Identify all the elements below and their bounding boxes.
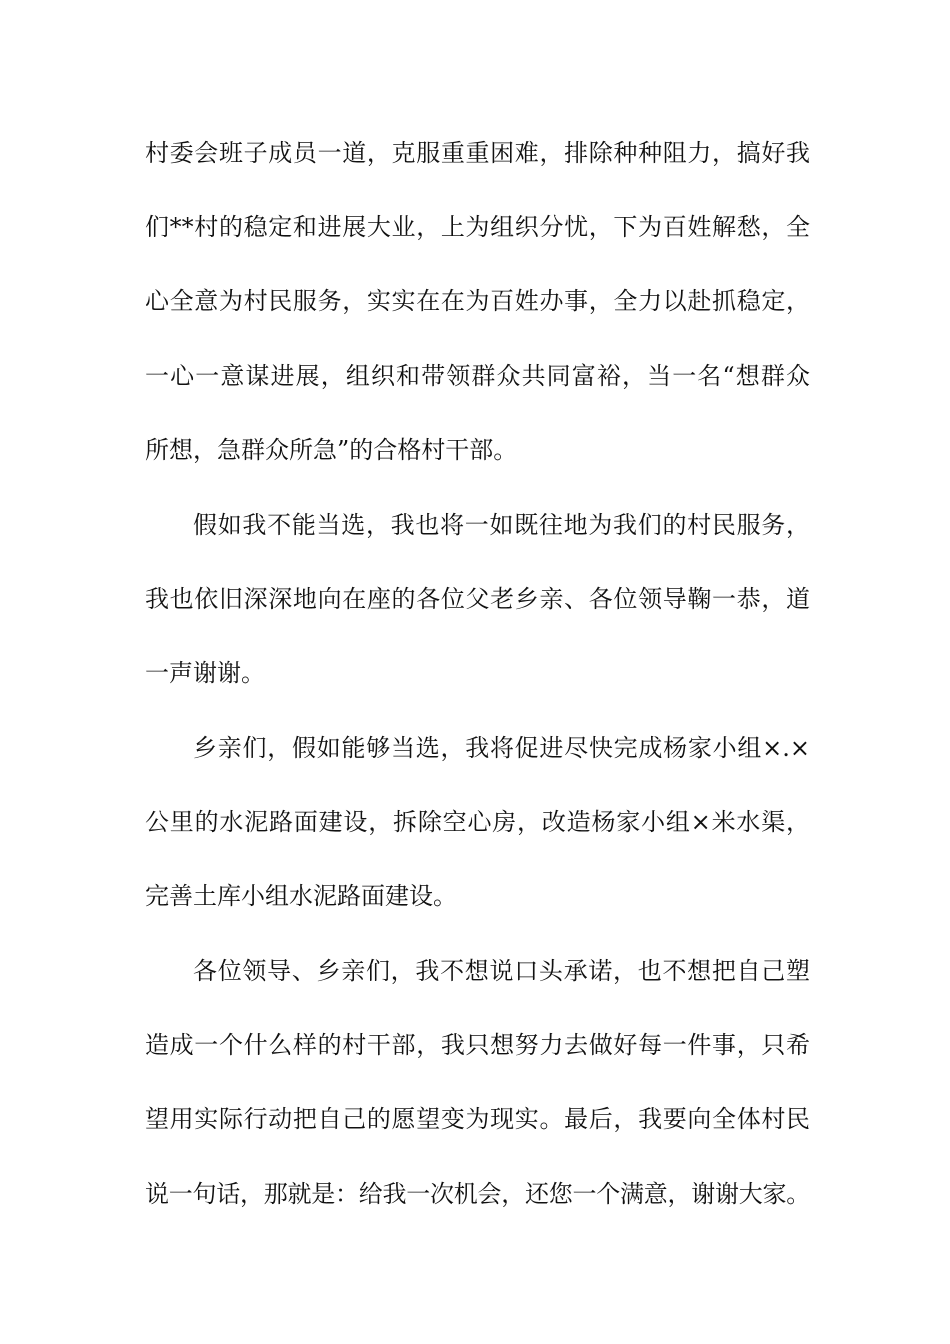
paragraph-1-line-3: 心全意为村民服务，实实在在为百姓办事，全力以赴抓稳定， xyxy=(145,287,810,315)
paragraph-1-line-5: 所想，急群众所急”的合格村干部。 xyxy=(145,436,518,464)
paragraph-3-line-3: 完善土库小组水泥路面建设。 xyxy=(145,882,457,910)
paragraph-4-line-1: 各位领导、乡亲们，我不想说口头承诺，也不想把自己塑 xyxy=(193,957,810,985)
paragraph-3-line-1: 乡亲们，假如能够当选，我将促进尽快完成杨家小组×.× xyxy=(193,734,810,762)
paragraph-2-line-2: 我也依旧深深地向在座的各位父老乡亲、各位领导鞠一恭，道 xyxy=(145,585,810,613)
paragraph-4-line-3: 望用实际行动把自己的愿望变为现实。最后，我要向全体村民 xyxy=(145,1105,810,1133)
paragraph-1-line-1: 村委会班子成员一道，克服重重困难，排除种种阻力，搞好我 xyxy=(145,139,810,167)
paragraph-1-line-2: 们**村的稳定和进展大业，上为组织分忧，下为百姓解愁，全 xyxy=(145,213,810,241)
paragraph-1-line-4: 一心一意谋进展，组织和带领群众共同富裕，当一名“想群众 xyxy=(145,362,810,390)
paragraph-2-line-1: 假如我不能当选，我也将一如既往地为我们的村民服务， xyxy=(193,511,810,539)
paragraph-3-line-2: 公里的水泥路面建设，拆除空心房，改造杨家小组×米水渠， xyxy=(145,808,810,836)
paragraph-4-line-4: 说一句话，那就是：给我一次机会，还您一个满意，谢谢大家。 xyxy=(145,1180,810,1208)
paragraph-2-line-3: 一声谢谢。 xyxy=(145,659,265,687)
paragraph-4-line-2: 造成一个什么样的村干部，我只想努力去做好每一件事，只希 xyxy=(145,1031,810,1059)
